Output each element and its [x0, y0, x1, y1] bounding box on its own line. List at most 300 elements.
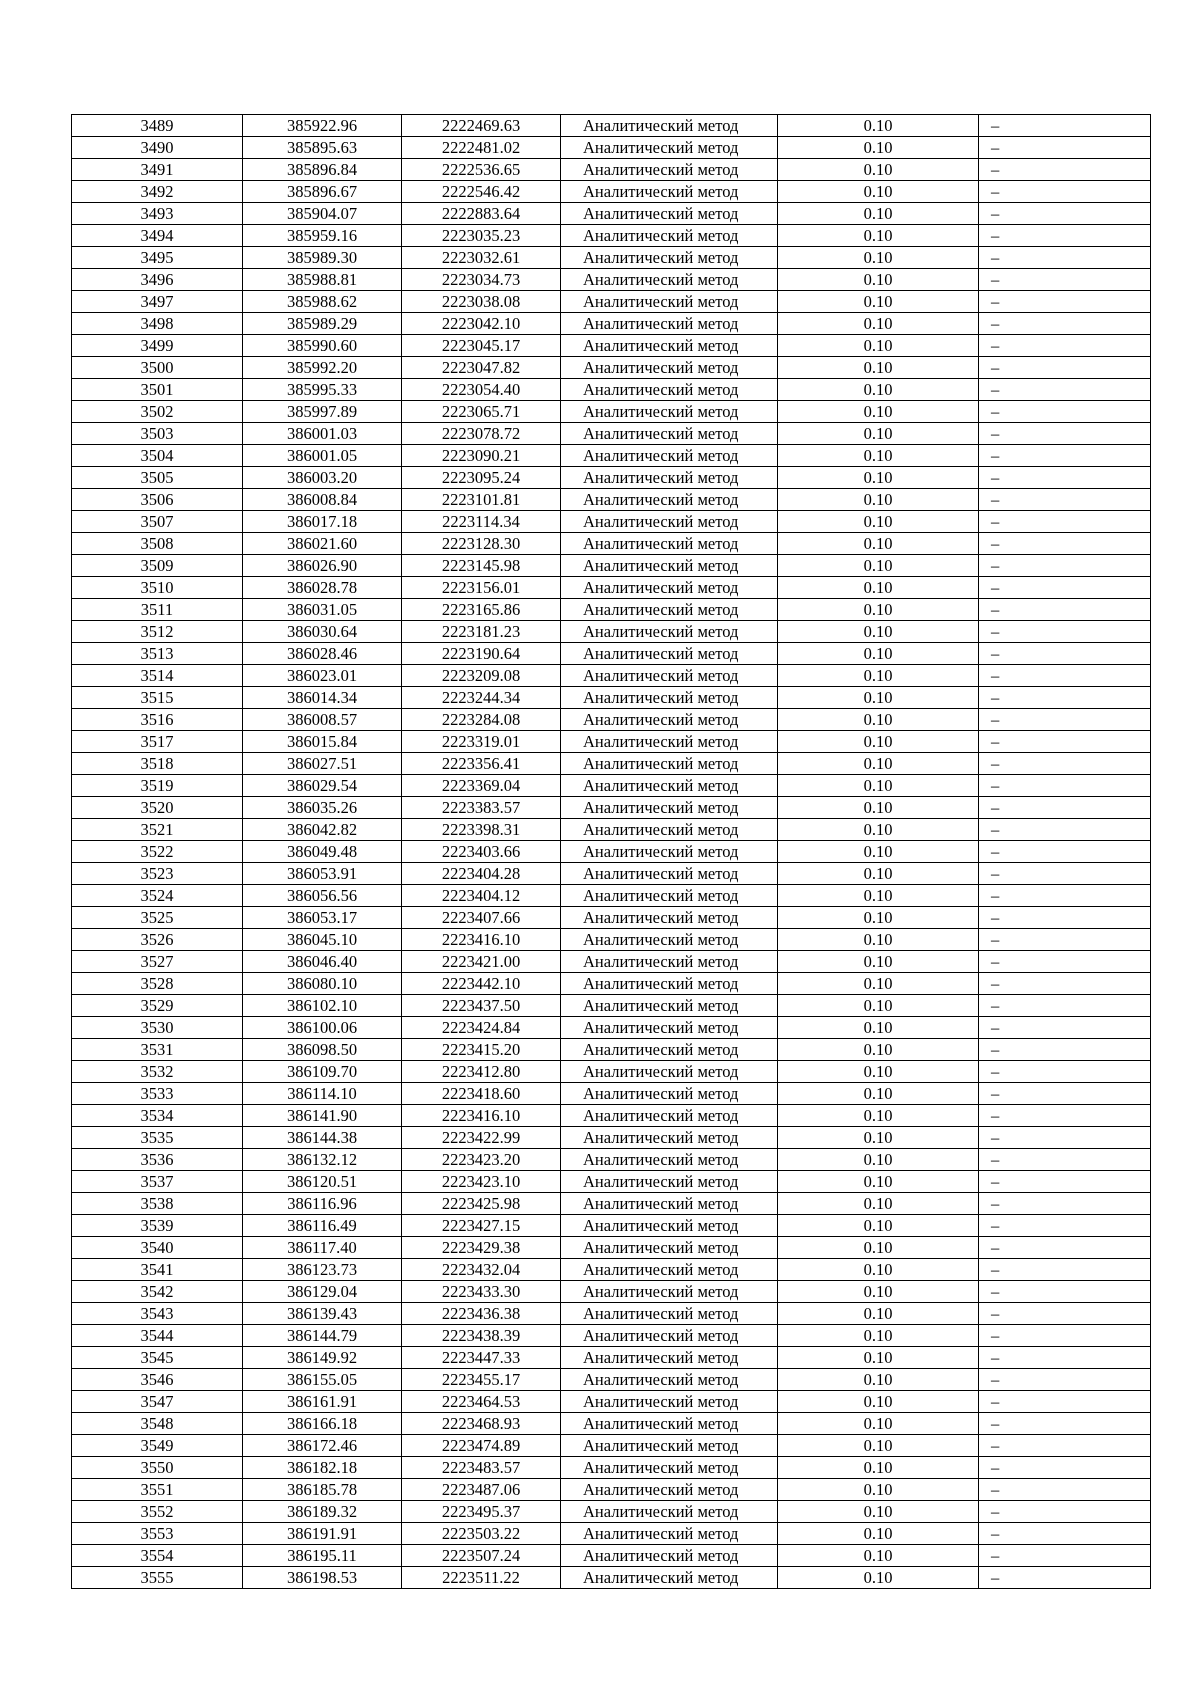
method-cell: Аналитический метод	[561, 1479, 778, 1501]
y-coordinate-cell: 2223442.10	[402, 973, 561, 995]
accuracy-cell: 0.10	[778, 401, 979, 423]
method-cell: Аналитический метод	[561, 687, 778, 709]
accuracy-cell: 0.10	[778, 489, 979, 511]
table-row	[72, 599, 1151, 621]
note-cell: –	[979, 247, 1151, 269]
x-coordinate-cell: 385896.67	[243, 181, 402, 203]
method-cell: Аналитический метод	[561, 1061, 778, 1083]
point-number-cell: 3534	[72, 1105, 243, 1127]
method-cell: Аналитический метод	[561, 269, 778, 291]
x-coordinate-cell: 386198.53	[243, 1567, 402, 1589]
x-coordinate-cell: 386008.57	[243, 709, 402, 731]
method-cell: Аналитический метод	[561, 467, 778, 489]
x-coordinate-cell: 386028.46	[243, 643, 402, 665]
point-number-cell: 3553	[72, 1523, 243, 1545]
y-coordinate-cell: 2223090.21	[402, 445, 561, 467]
table-row	[72, 445, 1151, 467]
table-row	[72, 1545, 1151, 1567]
x-coordinate-cell: 385989.29	[243, 313, 402, 335]
table-row	[72, 1237, 1151, 1259]
note-cell: –	[979, 995, 1151, 1017]
y-coordinate-cell: 2223128.30	[402, 533, 561, 555]
note-cell: –	[979, 819, 1151, 841]
note-cell: –	[979, 401, 1151, 423]
method-cell: Аналитический метод	[561, 1039, 778, 1061]
note-cell: –	[979, 1127, 1151, 1149]
y-coordinate-cell: 2223145.98	[402, 555, 561, 577]
table-row	[72, 1567, 1151, 1589]
method-cell: Аналитический метод	[561, 643, 778, 665]
y-coordinate-cell: 2223407.66	[402, 907, 561, 929]
method-cell: Аналитический метод	[561, 1127, 778, 1149]
method-cell: Аналитический метод	[561, 1391, 778, 1413]
accuracy-cell: 0.10	[778, 511, 979, 533]
note-cell: –	[979, 291, 1151, 313]
accuracy-cell: 0.10	[778, 1127, 979, 1149]
accuracy-cell: 0.10	[778, 1281, 979, 1303]
accuracy-cell: 0.10	[778, 467, 979, 489]
table-row	[72, 115, 1151, 137]
accuracy-cell: 0.10	[778, 1061, 979, 1083]
method-cell: Аналитический метод	[561, 753, 778, 775]
method-cell: Аналитический метод	[561, 533, 778, 555]
table-row	[72, 863, 1151, 885]
accuracy-cell: 0.10	[778, 621, 979, 643]
point-number-cell: 3548	[72, 1413, 243, 1435]
table-row	[72, 269, 1151, 291]
note-cell: –	[979, 115, 1151, 137]
x-coordinate-cell: 386049.48	[243, 841, 402, 863]
y-coordinate-cell: 2223418.60	[402, 1083, 561, 1105]
x-coordinate-cell: 386042.82	[243, 819, 402, 841]
accuracy-cell: 0.10	[778, 335, 979, 357]
table-row	[72, 1303, 1151, 1325]
x-coordinate-cell: 386155.05	[243, 1369, 402, 1391]
accuracy-cell: 0.10	[778, 269, 979, 291]
y-coordinate-cell: 2223487.06	[402, 1479, 561, 1501]
y-coordinate-cell: 2223422.99	[402, 1127, 561, 1149]
accuracy-cell: 0.10	[778, 885, 979, 907]
point-number-cell: 3527	[72, 951, 243, 973]
point-number-cell: 3522	[72, 841, 243, 863]
accuracy-cell: 0.10	[778, 951, 979, 973]
method-cell: Аналитический метод	[561, 401, 778, 423]
note-cell: –	[979, 577, 1151, 599]
point-number-cell: 3550	[72, 1457, 243, 1479]
point-number-cell: 3530	[72, 1017, 243, 1039]
method-cell: Аналитический метод	[561, 973, 778, 995]
point-number-cell: 3523	[72, 863, 243, 885]
x-coordinate-cell: 386035.26	[243, 797, 402, 819]
point-number-cell: 3498	[72, 313, 243, 335]
point-number-cell: 3547	[72, 1391, 243, 1413]
x-coordinate-cell: 386053.17	[243, 907, 402, 929]
coordinates-table-body	[72, 115, 1151, 1589]
x-coordinate-cell: 386098.50	[243, 1039, 402, 1061]
method-cell: Аналитический метод	[561, 1523, 778, 1545]
table-row	[72, 643, 1151, 665]
accuracy-cell: 0.10	[778, 423, 979, 445]
method-cell: Аналитический метод	[561, 115, 778, 137]
note-cell: –	[979, 1347, 1151, 1369]
accuracy-cell: 0.10	[778, 1545, 979, 1567]
y-coordinate-cell: 2223284.08	[402, 709, 561, 731]
x-coordinate-cell: 386120.51	[243, 1171, 402, 1193]
method-cell: Аналитический метод	[561, 203, 778, 225]
table-row	[72, 973, 1151, 995]
note-cell: –	[979, 1413, 1151, 1435]
accuracy-cell: 0.10	[778, 1259, 979, 1281]
accuracy-cell: 0.10	[778, 731, 979, 753]
note-cell: –	[979, 665, 1151, 687]
note-cell: –	[979, 357, 1151, 379]
accuracy-cell: 0.10	[778, 1039, 979, 1061]
note-cell: –	[979, 1039, 1151, 1061]
table-row	[72, 1347, 1151, 1369]
y-coordinate-cell: 2223035.23	[402, 225, 561, 247]
accuracy-cell: 0.10	[778, 1347, 979, 1369]
note-cell: –	[979, 1171, 1151, 1193]
accuracy-cell: 0.10	[778, 225, 979, 247]
x-coordinate-cell: 386195.11	[243, 1545, 402, 1567]
x-coordinate-cell: 386001.03	[243, 423, 402, 445]
table-row	[72, 1127, 1151, 1149]
method-cell: Аналитический метод	[561, 1083, 778, 1105]
method-cell: Аналитический метод	[561, 489, 778, 511]
note-cell: –	[979, 423, 1151, 445]
table-row	[72, 1479, 1151, 1501]
x-coordinate-cell: 386028.78	[243, 577, 402, 599]
point-number-cell: 3551	[72, 1479, 243, 1501]
point-number-cell: 3554	[72, 1545, 243, 1567]
table-row	[72, 775, 1151, 797]
table-row	[72, 1369, 1151, 1391]
method-cell: Аналитический метод	[561, 511, 778, 533]
x-coordinate-cell: 386123.73	[243, 1259, 402, 1281]
table-row	[72, 907, 1151, 929]
table-row	[72, 1193, 1151, 1215]
y-coordinate-cell: 2223404.28	[402, 863, 561, 885]
table-row	[72, 489, 1151, 511]
point-number-cell: 3503	[72, 423, 243, 445]
method-cell: Аналитический метод	[561, 291, 778, 313]
note-cell: –	[979, 797, 1151, 819]
note-cell: –	[979, 159, 1151, 181]
accuracy-cell: 0.10	[778, 1435, 979, 1457]
x-coordinate-cell: 386114.10	[243, 1083, 402, 1105]
note-cell: –	[979, 973, 1151, 995]
accuracy-cell: 0.10	[778, 1303, 979, 1325]
method-cell: Аналитический метод	[561, 1325, 778, 1347]
x-coordinate-cell: 386046.40	[243, 951, 402, 973]
table-row	[72, 137, 1151, 159]
note-cell: –	[979, 1325, 1151, 1347]
method-cell: Аналитический метод	[561, 709, 778, 731]
x-coordinate-cell: 386141.90	[243, 1105, 402, 1127]
x-coordinate-cell: 386030.64	[243, 621, 402, 643]
method-cell: Аналитический метод	[561, 797, 778, 819]
table-row	[72, 1105, 1151, 1127]
method-cell: Аналитический метод	[561, 335, 778, 357]
method-cell: Аналитический метод	[561, 247, 778, 269]
table-row	[72, 929, 1151, 951]
point-number-cell: 3540	[72, 1237, 243, 1259]
note-cell: –	[979, 929, 1151, 951]
point-number-cell: 3515	[72, 687, 243, 709]
y-coordinate-cell: 2222481.02	[402, 137, 561, 159]
method-cell: Аналитический метод	[561, 225, 778, 247]
method-cell: Аналитический метод	[561, 621, 778, 643]
x-coordinate-cell: 386117.40	[243, 1237, 402, 1259]
y-coordinate-cell: 2223483.57	[402, 1457, 561, 1479]
table-row	[72, 379, 1151, 401]
y-coordinate-cell: 2223464.53	[402, 1391, 561, 1413]
method-cell: Аналитический метод	[561, 1215, 778, 1237]
method-cell: Аналитический метод	[561, 181, 778, 203]
y-coordinate-cell: 2223369.04	[402, 775, 561, 797]
method-cell: Аналитический метод	[561, 1457, 778, 1479]
x-coordinate-cell: 386031.05	[243, 599, 402, 621]
accuracy-cell: 0.10	[778, 1369, 979, 1391]
note-cell: –	[979, 1391, 1151, 1413]
table-row	[72, 577, 1151, 599]
point-number-cell: 3533	[72, 1083, 243, 1105]
point-number-cell: 3549	[72, 1435, 243, 1457]
table-row	[72, 555, 1151, 577]
accuracy-cell: 0.10	[778, 841, 979, 863]
y-coordinate-cell: 2223433.30	[402, 1281, 561, 1303]
point-number-cell: 3541	[72, 1259, 243, 1281]
method-cell: Аналитический метод	[561, 1369, 778, 1391]
accuracy-cell: 0.10	[778, 1215, 979, 1237]
note-cell: –	[979, 467, 1151, 489]
accuracy-cell: 0.10	[778, 181, 979, 203]
note-cell: –	[979, 599, 1151, 621]
point-number-cell: 3552	[72, 1501, 243, 1523]
note-cell: –	[979, 1237, 1151, 1259]
note-cell: –	[979, 1435, 1151, 1457]
table-row	[72, 1523, 1151, 1545]
accuracy-cell: 0.10	[778, 1171, 979, 1193]
table-row	[72, 951, 1151, 973]
accuracy-cell: 0.10	[778, 1413, 979, 1435]
accuracy-cell: 0.10	[778, 687, 979, 709]
x-coordinate-cell: 386189.32	[243, 1501, 402, 1523]
point-number-cell: 3500	[72, 357, 243, 379]
y-coordinate-cell: 2223468.93	[402, 1413, 561, 1435]
table-row	[72, 665, 1151, 687]
y-coordinate-cell: 2223511.22	[402, 1567, 561, 1589]
y-coordinate-cell: 2223156.01	[402, 577, 561, 599]
note-cell: –	[979, 181, 1151, 203]
x-coordinate-cell: 386056.56	[243, 885, 402, 907]
x-coordinate-cell: 385922.96	[243, 115, 402, 137]
x-coordinate-cell: 385895.63	[243, 137, 402, 159]
table-row	[72, 511, 1151, 533]
point-number-cell: 3512	[72, 621, 243, 643]
x-coordinate-cell: 386161.91	[243, 1391, 402, 1413]
x-coordinate-cell: 386139.43	[243, 1303, 402, 1325]
table-row	[72, 159, 1151, 181]
table-row	[72, 423, 1151, 445]
x-coordinate-cell: 386003.20	[243, 467, 402, 489]
point-number-cell: 3546	[72, 1369, 243, 1391]
y-coordinate-cell: 2223190.64	[402, 643, 561, 665]
x-coordinate-cell: 386185.78	[243, 1479, 402, 1501]
method-cell: Аналитический метод	[561, 1105, 778, 1127]
note-cell: –	[979, 269, 1151, 291]
table-row	[72, 797, 1151, 819]
table-row	[72, 1391, 1151, 1413]
x-coordinate-cell: 386182.18	[243, 1457, 402, 1479]
table-row	[72, 819, 1151, 841]
x-coordinate-cell: 386027.51	[243, 753, 402, 775]
method-cell: Аналитический метод	[561, 907, 778, 929]
y-coordinate-cell: 2223404.12	[402, 885, 561, 907]
point-number-cell: 3545	[72, 1347, 243, 1369]
accuracy-cell: 0.10	[778, 555, 979, 577]
note-cell: –	[979, 885, 1151, 907]
accuracy-cell: 0.10	[778, 1083, 979, 1105]
y-coordinate-cell: 2223416.10	[402, 929, 561, 951]
table-row	[72, 1259, 1151, 1281]
point-number-cell: 3489	[72, 115, 243, 137]
note-cell: –	[979, 203, 1151, 225]
point-number-cell: 3519	[72, 775, 243, 797]
y-coordinate-cell: 2223209.08	[402, 665, 561, 687]
note-cell: –	[979, 445, 1151, 467]
accuracy-cell: 0.10	[778, 819, 979, 841]
note-cell: –	[979, 1281, 1151, 1303]
accuracy-cell: 0.10	[778, 929, 979, 951]
table-row	[72, 841, 1151, 863]
note-cell: –	[979, 731, 1151, 753]
x-coordinate-cell: 386144.38	[243, 1127, 402, 1149]
point-number-cell: 3528	[72, 973, 243, 995]
table-row	[72, 687, 1151, 709]
note-cell: –	[979, 137, 1151, 159]
table-row	[72, 1435, 1151, 1457]
x-coordinate-cell: 386017.18	[243, 511, 402, 533]
method-cell: Аналитический метод	[561, 313, 778, 335]
point-number-cell: 3532	[72, 1061, 243, 1083]
x-coordinate-cell: 386132.12	[243, 1149, 402, 1171]
accuracy-cell: 0.10	[778, 533, 979, 555]
table-row	[72, 1501, 1151, 1523]
note-cell: –	[979, 225, 1151, 247]
y-coordinate-cell: 2223412.80	[402, 1061, 561, 1083]
y-coordinate-cell: 2223356.41	[402, 753, 561, 775]
y-coordinate-cell: 2223398.31	[402, 819, 561, 841]
point-number-cell: 3490	[72, 137, 243, 159]
x-coordinate-cell: 386001.05	[243, 445, 402, 467]
note-cell: –	[979, 753, 1151, 775]
method-cell: Аналитический метод	[561, 445, 778, 467]
y-coordinate-cell: 2222536.65	[402, 159, 561, 181]
point-number-cell: 3492	[72, 181, 243, 203]
note-cell: –	[979, 1061, 1151, 1083]
accuracy-cell: 0.10	[778, 445, 979, 467]
y-coordinate-cell: 2223455.17	[402, 1369, 561, 1391]
point-number-cell: 3531	[72, 1039, 243, 1061]
method-cell: Аналитический метод	[561, 1413, 778, 1435]
accuracy-cell: 0.10	[778, 775, 979, 797]
y-coordinate-cell: 2223032.61	[402, 247, 561, 269]
table-row	[72, 335, 1151, 357]
table-row	[72, 203, 1151, 225]
point-number-cell: 3499	[72, 335, 243, 357]
method-cell: Аналитический метод	[561, 885, 778, 907]
x-coordinate-cell: 385990.60	[243, 335, 402, 357]
accuracy-cell: 0.10	[778, 1457, 979, 1479]
note-cell: –	[979, 1479, 1151, 1501]
x-coordinate-cell: 386045.10	[243, 929, 402, 951]
x-coordinate-cell: 385989.30	[243, 247, 402, 269]
note-cell: –	[979, 1303, 1151, 1325]
y-coordinate-cell: 2223425.98	[402, 1193, 561, 1215]
y-coordinate-cell: 2223421.00	[402, 951, 561, 973]
note-cell: –	[979, 1369, 1151, 1391]
y-coordinate-cell: 2223438.39	[402, 1325, 561, 1347]
method-cell: Аналитический метод	[561, 423, 778, 445]
table-row	[72, 1083, 1151, 1105]
y-coordinate-cell: 2223447.33	[402, 1347, 561, 1369]
method-cell: Аналитический метод	[561, 1435, 778, 1457]
y-coordinate-cell: 2223495.37	[402, 1501, 561, 1523]
y-coordinate-cell: 2223383.57	[402, 797, 561, 819]
x-coordinate-cell: 386191.91	[243, 1523, 402, 1545]
x-coordinate-cell: 386080.10	[243, 973, 402, 995]
y-coordinate-cell: 2223319.01	[402, 731, 561, 753]
x-coordinate-cell: 386116.49	[243, 1215, 402, 1237]
note-cell: –	[979, 1149, 1151, 1171]
x-coordinate-cell: 385988.62	[243, 291, 402, 313]
table-row	[72, 1171, 1151, 1193]
y-coordinate-cell: 2223054.40	[402, 379, 561, 401]
point-number-cell: 3502	[72, 401, 243, 423]
table-row	[72, 1325, 1151, 1347]
y-coordinate-cell: 2223065.71	[402, 401, 561, 423]
x-coordinate-cell: 386053.91	[243, 863, 402, 885]
method-cell: Аналитический метод	[561, 1171, 778, 1193]
accuracy-cell: 0.10	[778, 203, 979, 225]
table-row	[72, 709, 1151, 731]
coordinates-table	[71, 114, 1151, 1589]
point-number-cell: 3524	[72, 885, 243, 907]
x-coordinate-cell: 386149.92	[243, 1347, 402, 1369]
y-coordinate-cell: 2223423.20	[402, 1149, 561, 1171]
accuracy-cell: 0.10	[778, 1479, 979, 1501]
method-cell: Аналитический метод	[561, 1545, 778, 1567]
method-cell: Аналитический метод	[561, 1017, 778, 1039]
y-coordinate-cell: 2223095.24	[402, 467, 561, 489]
accuracy-cell: 0.10	[778, 1501, 979, 1523]
accuracy-cell: 0.10	[778, 995, 979, 1017]
note-cell: –	[979, 1017, 1151, 1039]
table-row	[72, 401, 1151, 423]
point-number-cell: 3510	[72, 577, 243, 599]
y-coordinate-cell: 2223436.38	[402, 1303, 561, 1325]
note-cell: –	[979, 313, 1151, 335]
note-cell: –	[979, 1457, 1151, 1479]
point-number-cell: 3517	[72, 731, 243, 753]
note-cell: –	[979, 489, 1151, 511]
y-coordinate-cell: 2223038.08	[402, 291, 561, 313]
x-coordinate-cell: 386129.04	[243, 1281, 402, 1303]
x-coordinate-cell: 386023.01	[243, 665, 402, 687]
point-number-cell: 3497	[72, 291, 243, 313]
accuracy-cell: 0.10	[778, 1105, 979, 1127]
